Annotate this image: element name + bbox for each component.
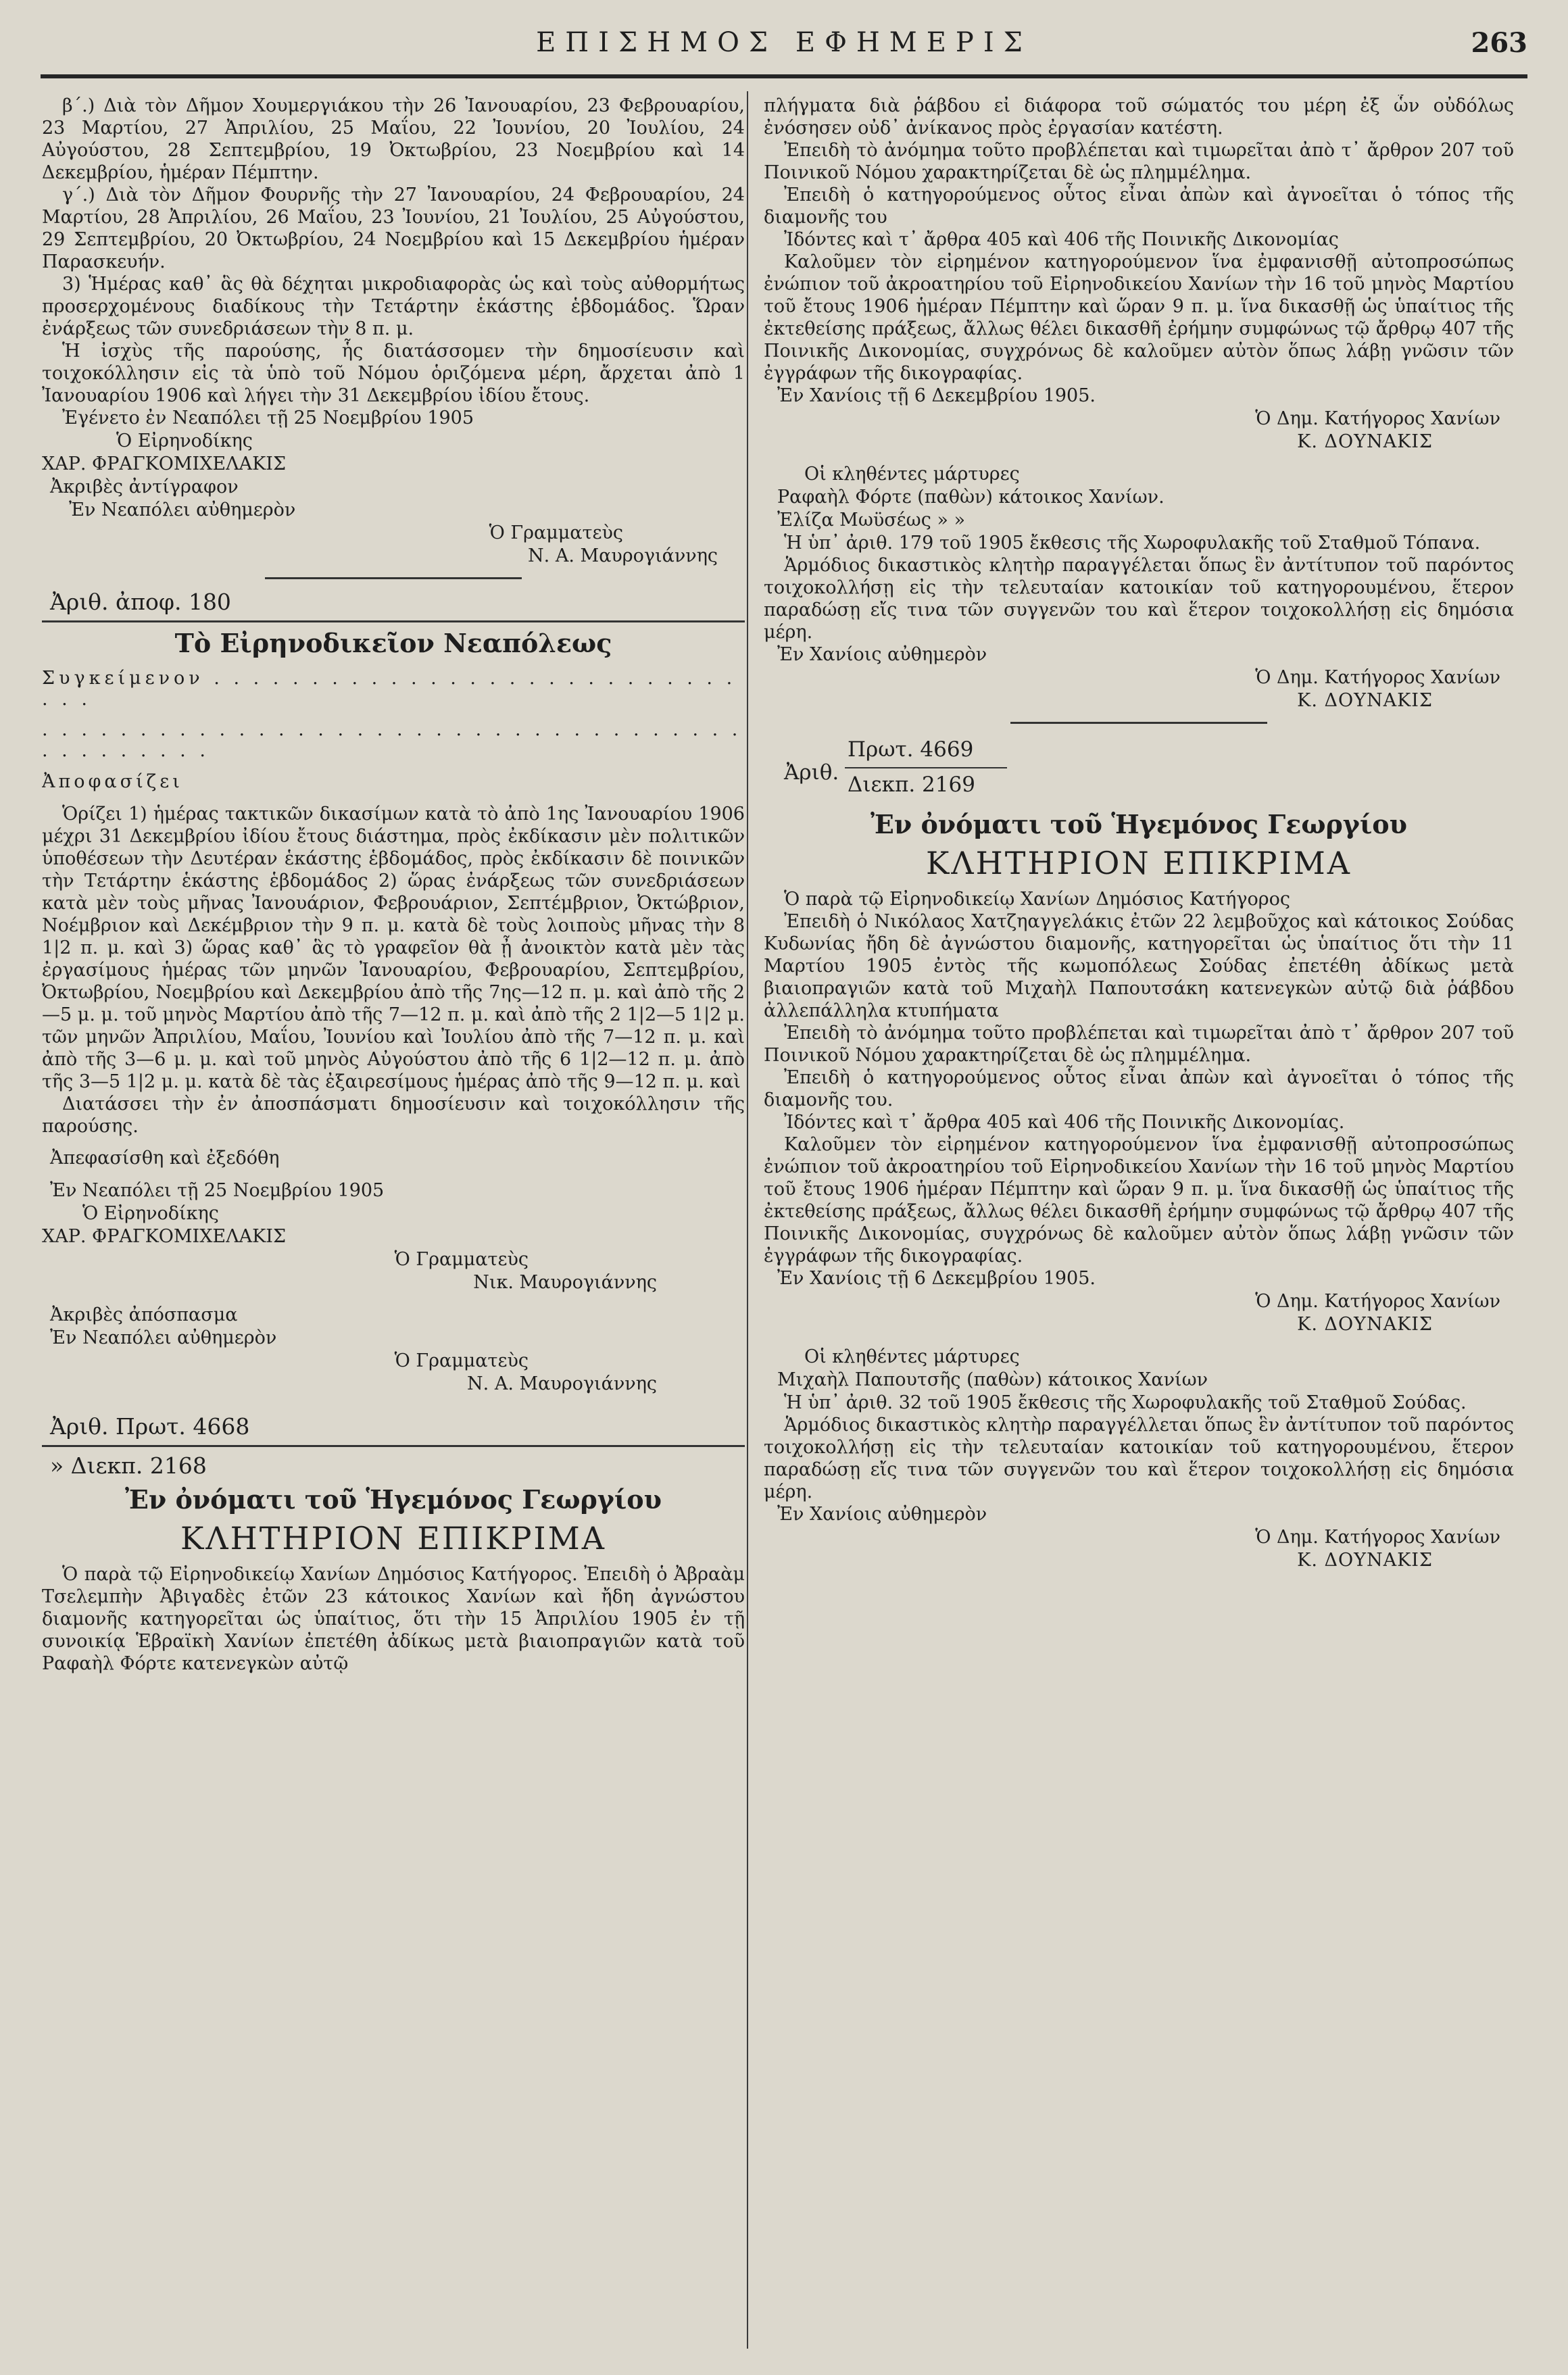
witnesses-heading: Οἱ κληθέντες μάρτυρες bbox=[804, 1346, 1020, 1367]
paragraph: Ἐπειδὴ ὁ Νικόλαος Χατζηαγγελάκις ἐτῶν 22 λεμβοῦχος καὶ κάτοικος Σούδας Κυδωνίας ἤδη δὲ ἀγνώστου διαμονῆς, κατηγορεῖται ὡς ὑπαίτιος ὅτι τὴν 11 Μαρτίου 1905 ἐντὸς τῆς κωμοπόλεως Σούδας ἐπετέθη ἀδίκως μετὰ βιαιοπραγιῶν κατὰ τοῦ Μιχαὴλ Παπουτσάκη κατενεγκὼν αὐτῷ διὰ ῥάβδου ἀλλεπάλληλα κτυπήματα bbox=[764, 911, 1514, 1021]
paragraph: Ἐπειδὴ ὁ κατηγορούμενος οὗτος εἶναι ἀπὼν καὶ ἀγνοεῖται ὁ τόπος τῆς διαμονῆς του. bbox=[764, 1067, 1514, 1110]
date-line: Ἐν Χανίοις αὐθημερὸν bbox=[777, 644, 987, 665]
paragraph: Καλοῦμεν τὸν εἰρημένον κατηγορούμενον ἵνα ἐμφανισθῇ αὐτοπροσώπως ἐνώπιον τοῦ ἀκροατηρίου τοῦ Εἰρηνοδικείου Χανίων τὴν 16 τοῦ μηνὸς Μαρτίου τοῦ ἔτους 1906 ἡμέραν Πέμπτην καὶ ὥραν 9 π. μ. ἵνα δικασθῇ ὡς ὑπαίτιος τῆς ἐκτεθείσης πράξεως, ἄλλως θέλει δικασθῆ ἐρήμην συμφώνως τῷ ἄρθρῳ 407 τῆς Ποινικῆς Δικονομίας, συγχρόνως δὲ καλοῦμεν αὐτὸν ὅπως λάβῃ γνῶσιν τῶν ἐγγράφων τῆς δικογραφίας. bbox=[764, 251, 1514, 384]
paragraph: Καλοῦμεν τὸν εἰρημένον κατηγορούμενον ἵνα ἐμφανισθῇ αὐτοπροσώπως ἐνώπιον τοῦ ἀκροατηρίου τοῦ Εἰρηνοδικείου Χανίων τὴν 16 τοῦ μηνὸς Μαρτίου τοῦ ἔτους 1906 ἡμέραν Πέμπτην καὶ ὥραν 9 π. μ. ἵνα δικασθῇ ὡς ὑπαίτιος τῆς ἐκτεθείσης πράξεως, ἄλλως θέλει δικασθῆ ἐρήμην συμφώνως τῷ ἄρθρῳ 407 τῆς Ποινικῆς Δικονομίας, συγχρόνως δὲ καλοῦμεν αὐτὸν ὅπως λάβῃ γνῶσιν τῶν ἐγγράφων τῆς δικογραφίας. bbox=[764, 1134, 1514, 1267]
prosecutor-name: Κ. ΔΟΥΝΑΚΙΣ bbox=[1297, 1550, 1433, 1571]
summons-heading: ΚΛΗΤΗΡΙΟΝ ΕΠΙΚΡΙΜΑ bbox=[180, 1520, 606, 1557]
witness-entry: Ραφαὴλ Φόρτε (παθὼν) κάτοικος Χανίων. bbox=[777, 487, 1165, 508]
section-heading: Ἐν ὀνόματι τοῦ Ἡγεμόνος Γεωργίου bbox=[871, 809, 1407, 839]
paragraph: γ΄.) Διὰ τὸν Δῆμον Φουρνῆς τὴν 27 Ἰανουαρίου, 24 Φεβρουαρίου, 24 Μαρτίου, 28 Ἀπριλίου, 26 Μαΐου, 23 Ἰουνίου, 21 Ἰουλίου, 25 Αὐγούστου, 29 Σεπτεμβρίου, 20 Ὀκτωβρίου, 24 Νοεμβρίου καὶ 15 Δεκεμβρίου ἡμέραν Παρασκευήν. bbox=[42, 185, 745, 272]
paragraph: Ὁρίζει 1) ἡμέρας τακτικῶν δικασίμων κατὰ τὸ ἀπὸ 1ης Ἰανουαρίου 1906 μέχρι 31 Δεκεμβρίου ἰδίου ἔτους διάστημα, πρὸς ἐκδίκασιν μὲν πολιτικῶν ὑποθέσεων τὴν Δευτέραν ἑκάστης ἑβδομάδος, πρὸς ἐκδίκασιν δὲ ποινικῶν τὴν Τετάρτην ἑκάστης ἑβδομάδος 2) ὥρας ἐνάρξεως τῶν συνεδριάσεων κατὰ μὲν τοὺς μῆνας Ἰανουάριον, Φεβρουάριον, Σεπτέμβριον, Ὀκτώβριον, Νοέμβριον καὶ Δεκέμβριον τὴν 9 π. μ. κατὰ δὲ τοὺς λοιποὺς μῆνας τὴν 8 1|2 π. μ. καὶ 3) ὥρας καθ᾽ ἃς τὸ γραφεῖον θὰ ᾖ ἀνοικτὸν κατὰ μὲν τὰς ἐργασίμους ἡμέρας τῶν μηνῶν Ἰανουαρίου, Φεβρουαρίου, Σεπτεμβρίου, Ὀκτωβρίου, Νοεμβρίου καὶ Δεκεμβρίου ἀπὸ τῆς 7ης—12 π. μ. καὶ ἀπὸ τῆς 2—5 μ. μ. τοῦ μηνὸς Μαρτίου ἀπὸ τῆς 7—12 π. μ. καὶ ἀπὸ τῆς 2 1|2—5 1|2 μ. τῶν μηνῶν Ἀπριλίου, Μαΐου, Ἰουνίου καὶ Ἰουλίου ἀπὸ τῆς 7—12 π. μ. καὶ ἀπὸ τῆς 3—6 μ. μ. καὶ τοῦ μηνὸς Αὐγούστου ἀπὸ τῆς 6 1|2—12 π. μ. ἀπὸ τῆς 3—5 1|2 μ. μ. κατὰ δὲ τὰς ἐξαιρεσίμους ἡμέρας ἀπὸ τῆς 9—12 π. μ. καὶ bbox=[42, 804, 745, 1092]
prosecutor-title: Ὁ Δημ. Κατήγορος Χανίων bbox=[1255, 1527, 1500, 1548]
prosecutor-name: Κ. ΔΟΥΝΑΚΙΣ bbox=[1297, 690, 1433, 711]
paragraph: Ἡ ὑπ᾽ ἀριθ. 32 τοῦ 1905 ἔκθεσις τῆς Χωροφυλακῆς τοῦ Σταθμοῦ Σούδας. bbox=[784, 1392, 1467, 1413]
paragraph: Ἐπειδὴ τὸ ἀνόμημα τοῦτο προβλέπεται καὶ τιμωρεῖται ἀπὸ τ᾽ ἄρθρον 207 τοῦ Ποινικοῦ Νόμου χαρακτηρίζεται δὲ ὡς πλημμέλημα. bbox=[764, 140, 1514, 183]
paragraph: Ἰδόντες καὶ τ᾽ ἄρθρα 405 καὶ 406 τῆς Ποινικῆς Δικονομίας bbox=[784, 229, 1339, 250]
prosecutor-title: Ὁ Δημ. Κατήγορος Χανίων bbox=[1255, 1291, 1500, 1312]
number-label: Ἀριθ. bbox=[784, 760, 839, 785]
prosecutor-name: Κ. ΔΟΥΝΑΚΙΣ bbox=[1297, 431, 1433, 452]
judge-title: Ὁ Εἰρηνοδίκης bbox=[116, 431, 253, 451]
divider bbox=[42, 620, 745, 622]
witness-entry: Μιχαὴλ Παπουτσῆς (παθὼν) κάτοικος Χανίων bbox=[777, 1369, 1208, 1390]
protocol-number: Πρωτ. 4669 bbox=[848, 737, 974, 762]
paragraph: Ἡ ἰσχὺς τῆς παρούσης, ἧς διατάσσομεν τὴν δημοσίευσιν καὶ τοιχοκόλλησιν εἰς τὰ ὑπὸ τοῦ Νόμου ὁριζόμενα μέρη, ἄρχεται ἀπὸ 1 Ἰανουαρίου 1906 καὶ λήγει τὴν 31 Δεκεμβρίου ἰδίου ἔτους. bbox=[42, 341, 745, 406]
judge-name: ΧΑΡ. ΦΡΑΓΚΟΜΙΧΕΛΑΚΙΣ bbox=[42, 1226, 287, 1247]
divider bbox=[42, 1445, 745, 1447]
paragraph: Ἁρμόδιος δικαστικὸς κλητὴρ παραγγέλλεται ὅπως ἓν ἀντίτυπον τοῦ παρόντος τοιχοκολλήσῃ εἰς τὴν τελευταίαν κατοικίαν τοῦ κατηγορουμένου, ἕτερον παραδώσῃ εἴς τινα τῶν συγγενῶν του καὶ ἕτερον τοιχοκολλήσῃ εἰς δημόσια μέρη. bbox=[764, 1415, 1514, 1502]
copy-line: Ἀκριβὲς ἀντίγραφον bbox=[50, 476, 239, 497]
section-heading: Ἐν ὀνόματι τοῦ Ἡγεμόνος Γεωργίου bbox=[125, 1484, 662, 1515]
given-line: Ἐγένετο ἐν Νεαπόλει τῇ 25 Νοεμβρίου 1905 bbox=[62, 408, 474, 429]
divider bbox=[1010, 722, 1267, 724]
judge-name: ΧΑΡ. ΦΡΑΓΚΟΜΙΧΕΛΑΚΙΣ bbox=[42, 454, 287, 474]
paragraph: Ὁ παρὰ τῷ Εἰρηνοδικείῳ Χανίων Δημόσιος Κατήγορος. Ἐπειδὴ ὁ Ἀβραὰμ Τσελεμπὴν Ἀβιγαδὲς ἐτῶν 23 κάτοικος Χανίων καὶ ἤδη ἀγνώστου διαμονῆς κατηγορεῖται ὡς ὑπαίτιος, ὅτι τὴν 15 Ἀπριλίου 1905 ἐν τῇ συνοικίᾳ Ἑβραϊκὴ Χανίων ἐπετέθη ἀδίκως μετὰ βιαιοπραγιῶν κατὰ τοῦ Ραφαὴλ Φόρτε κατενεγκὼν αὐτῷ bbox=[42, 1564, 745, 1674]
paragraph: πλήγματα διὰ ῥάβδου εἰ διάφορα τοῦ σώματός του μέρη ἐξ ὧν οὐδόλως ἐνόσησεν οὐδ᾽ ἀνίκανος πρὸς ἐργασίαν κατέστη. bbox=[764, 95, 1514, 139]
witnesses-heading: Οἱ κληθέντες μάρτυρες bbox=[804, 464, 1020, 485]
protocol-number: Ἀριθ. Πρωτ. 4668 bbox=[50, 1413, 250, 1440]
paragraph: Ἡ ὑπ᾽ ἀριθ. 179 τοῦ 1905 ἔκθεσις τῆς Χωροφυλακῆς τοῦ Σταθμοῦ Τόπανα. bbox=[784, 533, 1481, 554]
witness-entry: Ἐλίζα Μωϋσέως » » bbox=[777, 510, 966, 531]
decision-number: Ἀριθ. ἀποφ. 180 bbox=[50, 589, 231, 615]
date-line: Ἐν Χανίοις τῇ 6 Δεκεμβρίου 1905. bbox=[777, 385, 1096, 406]
column-divider bbox=[747, 91, 748, 2349]
paragraph: Ἁρμόδιος δικαστικὸς κλητὴρ παραγγέλεται ὅπως ἓν ἀντίτυπον τοῦ παρόντος τοιχοκολλήσῃ εἰς τὴν τελευταίαν κατοικίαν τοῦ κατηγορουμένου, ἕτερον παραδώσῃ εἴς τινα τῶν συγγενῶν του καὶ ἕτερον τοιχοκολλήσῃ εἰς δημόσια μέρη. bbox=[764, 555, 1514, 643]
copy-place: Ἐν Νεαπόλει αὐθημερὸν bbox=[69, 499, 296, 520]
header-rule bbox=[41, 74, 1527, 78]
page-number: 263 bbox=[1471, 27, 1527, 59]
copy-place: Ἐν Νεαπόλει αὐθημερὸν bbox=[50, 1327, 277, 1348]
clerk-name: Ν. Α. Μαυρογιάννης bbox=[467, 1373, 657, 1394]
clerk-title: Ὁ Γραμματεὺς bbox=[394, 1350, 529, 1371]
divider bbox=[265, 577, 522, 579]
published-line: Ἀπεφασίσθη καὶ ἐξεδόθη bbox=[50, 1148, 280, 1169]
prosecutor-name: Κ. ΔΟΥΝΑΚΙΣ bbox=[1297, 1314, 1433, 1335]
decides-heading: Ἀποφασίζει bbox=[42, 771, 183, 792]
paragraph: Ἐπειδὴ ὁ κατηγορούμενος οὗτος εἶναι ἀπὼν καὶ ἀγνοεῖται ὁ τόπος τῆς διαμονῆς του bbox=[764, 185, 1514, 228]
prosecutor-title: Ὁ Δημ. Κατήγορος Χανίων bbox=[1255, 408, 1500, 429]
dispatch-number: » Διεκπ. 2168 bbox=[50, 1452, 207, 1479]
judge-title: Ὁ Εἰρηνοδίκης bbox=[82, 1203, 219, 1224]
date-line: Ἐν Χανίοις τῇ 6 Δεκεμβρίου 1905. bbox=[777, 1268, 1096, 1289]
gazette-title: ΕΠΙΣΗΜΟΣ ΕΦΗΜΕΡΙΣ bbox=[536, 27, 1032, 58]
dotted-line: . . . . . . . . . . . . . . . . . . . . . . . . . . . . . . . . . . . . . . . . . . . . . bbox=[42, 719, 742, 761]
paragraph: Διατάσσει τὴν ἐν ἀποσπάσματι δημοσίευσιν καὶ τοιχοκόλλησιν τῆς παρούσης. bbox=[42, 1094, 745, 1137]
summons-heading: ΚΛΗΤΗΡΙΟΝ ΕΠΙΚΡΙΜΑ bbox=[926, 845, 1352, 881]
given-line: Ἐν Νεαπόλει τῇ 25 Νοεμβρίου 1905 bbox=[50, 1180, 385, 1201]
clerk-title: Ὁ Γραμματεὺς bbox=[489, 522, 623, 543]
right-column bbox=[764, 95, 1514, 2352]
left-column bbox=[42, 95, 745, 2352]
clerk-title: Ὁ Γραμματεὺς bbox=[394, 1249, 529, 1270]
prosecutor-title: Ὁ Δημ. Κατήγορος Χανίων bbox=[1255, 667, 1500, 688]
section-heading: Τὸ Εἰρηνοδικεῖον Νεαπόλεως bbox=[174, 628, 612, 658]
date-line: Ἐν Χανίοις αὐθημερὸν bbox=[777, 1504, 987, 1525]
paragraph: Ὁ παρὰ τῷ Εἰρηνοδικείῳ Χανίων Δημόσιος Κατήγορος bbox=[784, 889, 1290, 910]
page-header bbox=[41, 27, 1527, 81]
paragraph: Ἐπειδὴ τὸ ἀνόμημα τοῦτο προβλέπεται καὶ τιμωρεῖται ἀπὸ τ᾽ ἄρθρον 207 τοῦ Ποινικοῦ Νόμου χαρακτηρίζεται δὲ ὡς πλημμέλημα. bbox=[764, 1023, 1514, 1066]
clerk-name: Νικ. Μαυρογιάννης bbox=[473, 1272, 657, 1293]
dispatch-number: Διεκπ. 2169 bbox=[848, 773, 975, 797]
paragraph: β΄.) Διὰ τὸν Δῆμον Χουμεργιάκου τὴν 26 Ἰανουαρίου, 23 Φεβρουαρίου, 23 Μαρτίου, 27 Ἀπριλίου, 25 Μαΐου, 22 Ἰουνίου, 20 Ἰουλίου, 24 Αὐγούστου, 28 Σεπτεμβρίου, 19 Ὀκτωβρίου, 23 Νοεμβρίου καὶ 14 Δεκεμβρίου, ἡμέραν Πέμπτην. bbox=[42, 95, 745, 183]
fraction-line bbox=[845, 767, 1007, 768]
clerk-name: Ν. Α. Μαυρογιάννης bbox=[528, 545, 718, 566]
copy-line: Ἀκριβὲς ἀπόσπασμα bbox=[50, 1304, 238, 1325]
composed-line: Συγκείμενον . . . . . . . . . . . . . . . . . . . . . . . . . . . . . . bbox=[42, 668, 737, 710]
reference-numbers bbox=[764, 733, 1514, 804]
paragraph: Ἰδόντες καὶ τ᾽ ἄρθρα 405 καὶ 406 τῆς Ποινικῆς Δικονομίας. bbox=[784, 1112, 1345, 1133]
paragraph: 3) Ἡμέρας καθ᾽ ἃς θὰ δέχηται μικροδιαφορὰς ὡς καὶ τοὺς αὐθορμήτως προσερχομένους διαδίκους τὴν Τετάρτην ἑκάστης ἑβδομάδος. Ὥραν ἐνάρξεως τῶν συνεδριάσεων τὴν 8 π. μ. bbox=[42, 274, 745, 339]
